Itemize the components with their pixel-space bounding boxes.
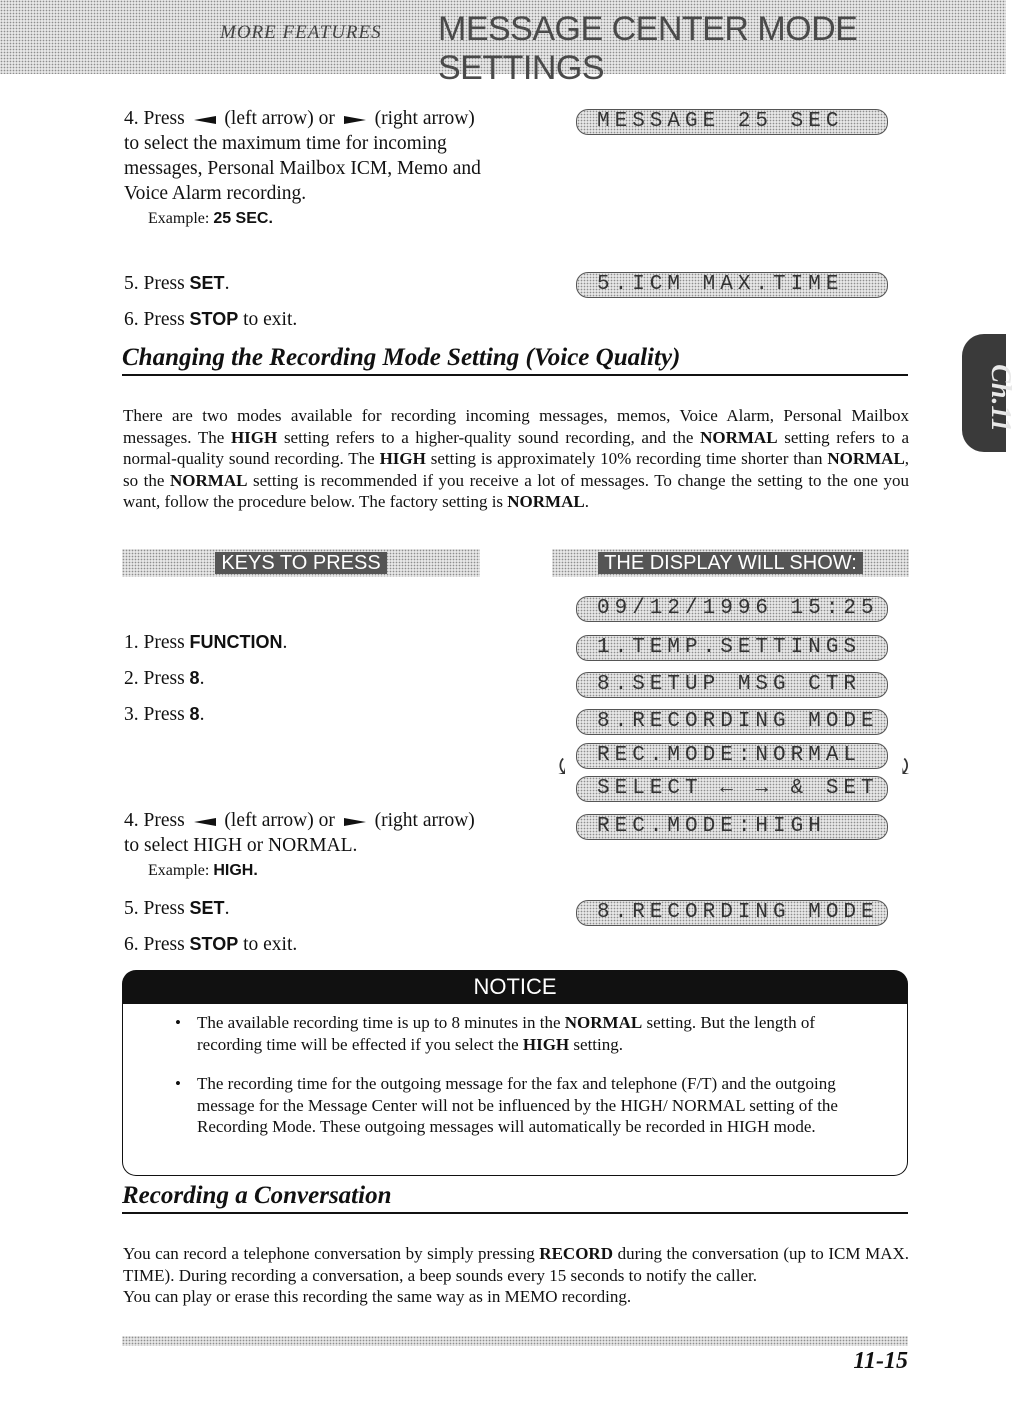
step-number: 4.	[124, 108, 139, 129]
lcd-display: 1.TEMP.SETTINGS	[576, 635, 888, 661]
function-key: FUNCTION	[189, 632, 283, 652]
step-1: 1. Press FUNCTION.	[124, 632, 288, 653]
step-4: 4. Press (left arrow) or (right arrow) to select HIGH or NORMAL. Example: HIGH.	[124, 808, 484, 883]
lcd-display: 8.RECORDING MODE	[576, 900, 888, 926]
left-arrow-icon	[194, 116, 216, 124]
top-step-5: 5. Press SET.	[124, 273, 230, 294]
lcd-display: 5.ICM MAX.TIME	[576, 272, 888, 298]
header-section: MORE FEATURES	[220, 22, 382, 43]
step-6: 6. Press STOP to exit.	[124, 934, 298, 955]
lcd-display: 8.RECORDING MODE	[576, 709, 888, 735]
notice-item: • The available recording time is up to 8 minutes in the NORMAL setting. But the length of recording time will be effected if you select the HIGH setting.	[197, 1012, 867, 1055]
right-arrow-icon	[344, 116, 366, 124]
stop-key: STOP	[189, 934, 239, 954]
lcd-display: REC.MODE:NORMAL	[576, 743, 888, 769]
lcd-display: 09/12/1996 15:25	[576, 596, 888, 622]
alternating-left-brace-icon: ⤹	[553, 754, 572, 779]
page-number: 11-15	[853, 1348, 908, 1374]
chapter-tab	[962, 334, 1016, 452]
step-text-cont: (right arrow) to select the maximum time for incoming messages, Personal Mailbox ICM, Memo and Voice Alarm recording.	[124, 108, 481, 204]
right-arrow-icon	[344, 818, 366, 826]
notice-title: NOTICE	[122, 970, 908, 1004]
top-step-4	[124, 106, 484, 231]
intro-paragraph: There are two modes available for recording incoming messages, memos, Voice Alarm, Personal Mailbox messages. The HIGH setting refers to a higher-quality sound recording, and the NORMAL setting refers to a normal-quality sound recording. The HIGH setting is approximately 10% recording time shorter than NORMAL, so the NORMAL setting is recommended if you receive a lot of messages. To change the setting to the one you want, follow the procedure below. The factory setting is NORMAL.	[123, 406, 910, 511]
lcd-display: REC.MODE:HIGH	[576, 814, 888, 840]
key-8: 8	[189, 704, 200, 724]
top-step-6: 6. Press STOP to exit.	[124, 309, 298, 330]
section-heading: Changing the Recording Mode Setting (Voice Quality)	[122, 344, 908, 376]
step-verb: Press	[143, 108, 185, 129]
set-key: SET	[189, 898, 225, 918]
step-3: 3. Press 8.	[124, 704, 205, 725]
header-title: MESSAGE CENTER MODE SETTINGS	[438, 10, 858, 87]
display-will-show-banner: THE DISPLAY WILL SHOW:	[552, 549, 909, 577]
notice-box	[122, 1004, 908, 1176]
lcd-display: 8.SETUP MSG CTR	[576, 672, 888, 698]
footer-rule	[122, 1336, 908, 1346]
page-header	[0, 0, 1006, 87]
lcd-display: MESSAGE 25 SEC	[576, 109, 888, 135]
step-5: 5. Press SET.	[124, 898, 230, 919]
recording-paragraph: You can record a telephone conversation by simply pressing RECORD during the conversation (up to ICM MAX. TIME). During recording a conversation, a beep sounds every 15 seconds to notify the caller. You can play or erase this recording the same way as in MEMO recording.	[123, 1244, 910, 1306]
recording-note: You can play or erase this recording the same way as in MEMO recording.	[123, 1287, 632, 1306]
alternating-right-brace-icon: ⤸	[896, 754, 915, 779]
keys-to-press-banner: KEYS TO PRESS	[122, 549, 480, 577]
step-2: 2. Press 8.	[124, 668, 205, 689]
lcd-display: SELECT ← → & SET	[576, 776, 888, 802]
section-heading: Recording a Conversation	[122, 1182, 908, 1214]
example: Example: HIGH.	[148, 862, 258, 879]
step-text: (left arrow) or	[224, 108, 335, 129]
stop-key: STOP	[189, 309, 239, 329]
notice-item: • The recording time for the outgoing message for the fax and telephone (F/T) and the outgoing message for the Message Center will not be influenced by the HIGH/ NORMAL setting of the Recording Mode. These outgoing messages will automatically be recorded in HIGH mode.	[197, 1073, 867, 1138]
example: Example: 25 SEC.	[148, 210, 273, 227]
left-arrow-icon	[194, 818, 216, 826]
key-8: 8	[189, 668, 200, 688]
set-key: SET	[189, 273, 225, 293]
chapter-tab-label: Ch.11	[984, 364, 1016, 432]
